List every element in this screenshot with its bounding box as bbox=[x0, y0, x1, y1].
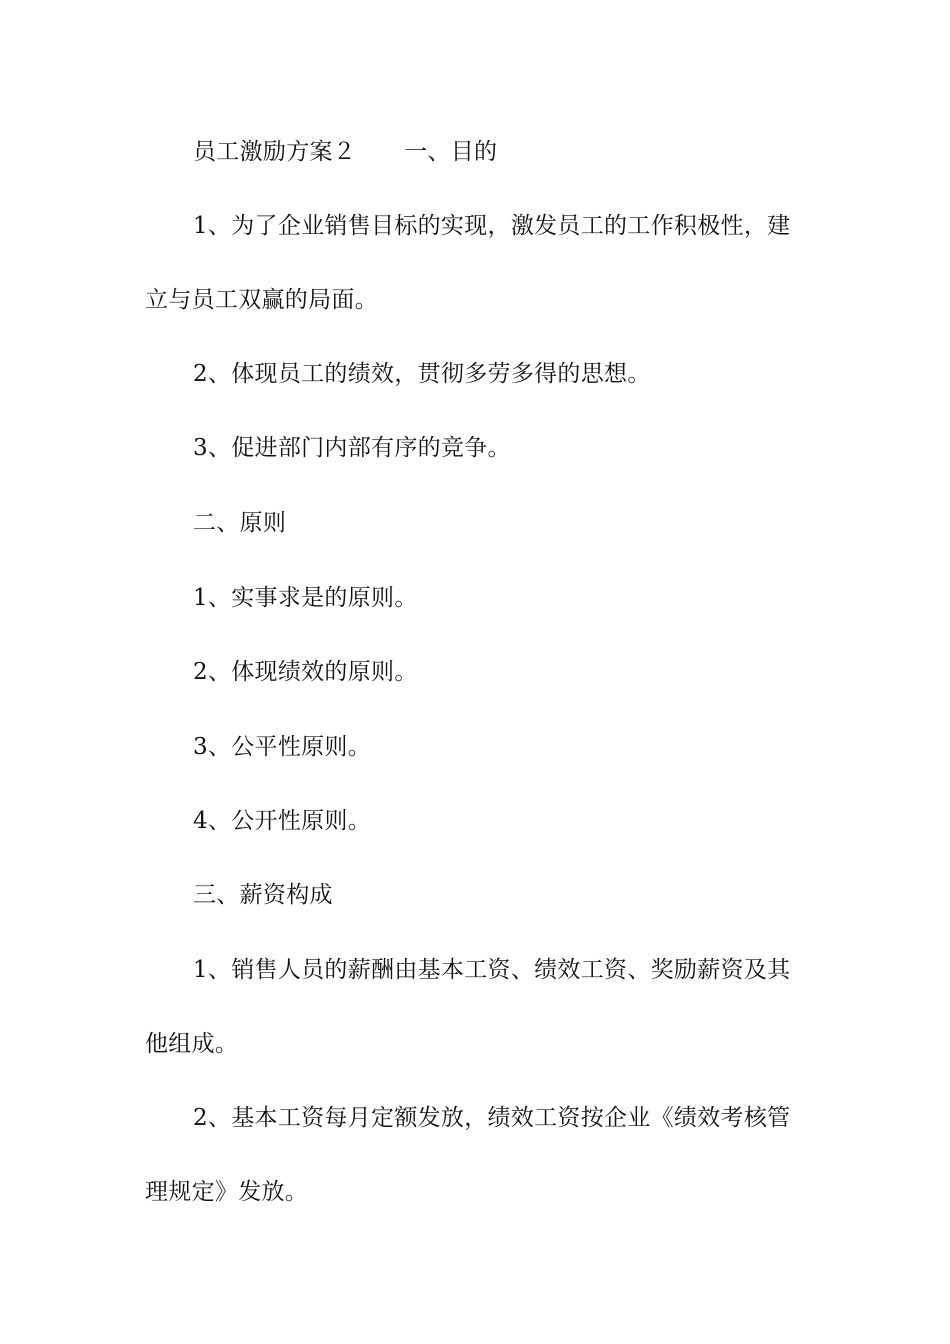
paragraph-line: 立与员工双赢的局面。 bbox=[145, 287, 378, 313]
section-heading-purpose: 一、目的 bbox=[404, 139, 498, 165]
paragraph-line: 3、促进部门内部有序的竞争。 bbox=[193, 435, 511, 461]
paragraph-line: 理规定》发放。 bbox=[145, 1179, 309, 1205]
document-title: 员工激励方案２ bbox=[193, 139, 357, 165]
paragraph-line: 2、基本工资每月定额发放，绩效工资按企业《绩效考核管 bbox=[193, 1105, 791, 1131]
paragraph-line: 1、销售人员的薪酬由基本工资、绩效工资、奖励薪资及其 bbox=[193, 957, 791, 983]
paragraph-line: 1、实事求是的原则。 bbox=[193, 585, 418, 611]
paragraph-line: 2、体现员工的绩效，贯彻多劳多得的思想。 bbox=[193, 361, 651, 387]
paragraph-line: 1、为了企业销售目标的实现，激发员工的工作积极性，建 bbox=[193, 213, 791, 239]
paragraph-line: 4、公开性原则。 bbox=[193, 808, 372, 834]
paragraph-line: 2、体现绩效的原则。 bbox=[193, 659, 418, 685]
title-line bbox=[193, 137, 863, 167]
section-heading-salary: 三、薪资构成 bbox=[193, 882, 333, 908]
paragraph-line: 3、公平性原则。 bbox=[193, 734, 372, 760]
paragraph-line: 他组成。 bbox=[145, 1031, 239, 1057]
section-heading-principles: 二、原则 bbox=[193, 510, 287, 536]
